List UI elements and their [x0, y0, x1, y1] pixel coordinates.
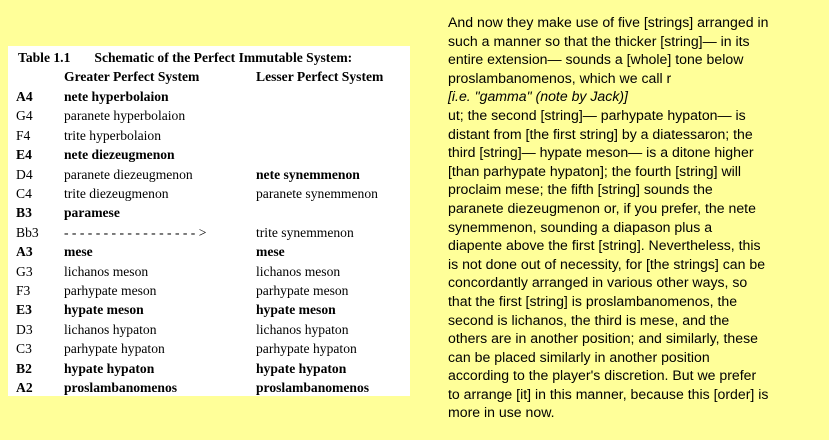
- cell-greater: lichanos meson: [64, 263, 149, 279]
- cell-greater: trite hyperbolaion: [64, 127, 162, 143]
- table-row: [8, 89, 410, 108]
- text-line: to arrange [it] in this manner, because this [order] is: [448, 385, 769, 402]
- table-row: [8, 147, 410, 166]
- lesser-system-header: Lesser Perfect System: [256, 69, 384, 84]
- cell-note: F4: [16, 127, 31, 143]
- cell-greater: proslambanomenos: [64, 380, 178, 395]
- table-caption: Schematic of the Perfect Immutable System:: [94, 50, 353, 65]
- cell-lesser: hypate meson: [256, 302, 336, 318]
- text-line: [than parhypate hypaton]; the fourth [string] will: [448, 162, 742, 179]
- table-row: [8, 225, 410, 244]
- cell-lesser: lichanos hypaton: [256, 321, 349, 337]
- cell-note: D4: [16, 166, 33, 182]
- translation-text: [448, 13, 820, 422]
- cell-note: B2: [16, 360, 32, 376]
- cell-lesser: paranete synemmenon: [256, 186, 378, 201]
- cell-greater: parhypate meson: [64, 283, 157, 298]
- text-line: that the first [string] is proslambanomenos, the: [448, 292, 738, 309]
- table-row: [8, 205, 410, 224]
- table-row: [8, 283, 410, 302]
- text-line: is not done out of necessity, for [the strings] can be: [448, 255, 766, 272]
- cell-greater: paranete hyperbolaion: [64, 108, 186, 124]
- cell-lesser: lichanos meson: [256, 263, 341, 279]
- cell-lesser: hypate hypaton: [256, 360, 347, 376]
- cell-note: C3: [16, 341, 32, 357]
- cell-note: D3: [16, 321, 33, 337]
- cell-note: E3: [16, 302, 32, 318]
- cell-lesser: proslambanomenos: [256, 380, 370, 395]
- text-line: others are in another position; and similarly, these: [448, 330, 758, 347]
- cell-greater: - - - - - - - - - - - - - - - - - >: [64, 224, 207, 240]
- text-line: distant from [the first string] by a diatessaron; the: [448, 125, 753, 142]
- text-line: synemmenon, sounding a diapason plus a: [448, 218, 713, 235]
- text-line: [i.e. "gamma" (note by Jack)]: [448, 88, 628, 105]
- table-label: Table 1.1: [18, 50, 71, 65]
- table-row: [8, 341, 410, 360]
- cell-lesser: nete synemmenon: [256, 166, 360, 182]
- cell-note: C4: [16, 186, 32, 201]
- cell-lesser: mese: [256, 244, 285, 260]
- cell-greater: paranete diezeugmenon: [64, 166, 193, 182]
- cell-greater: lichanos hypaton: [64, 321, 157, 337]
- text-line: ut; the second [string]— parhypate hypaton— is: [448, 106, 746, 123]
- cell-greater: trite diezeugmenon: [64, 186, 169, 201]
- text-line: such a manner so that the thicker [string]— in its: [448, 32, 750, 49]
- text-line: paranete diezeugmenon or, if you prefer, the nete: [448, 199, 756, 216]
- cell-note: E4: [16, 147, 32, 163]
- text-line: second is lichanos, the third is mese, and the: [448, 311, 730, 328]
- text-line: proclaim mese; the fifth [string] sounds the: [448, 181, 713, 198]
- text-line: diapente above the first [string]. Nevertheless, this: [448, 237, 761, 254]
- cell-note: G4: [16, 108, 33, 124]
- cell-greater: nete hyperbolaion: [64, 89, 169, 104]
- greater-system-header: Greater Perfect System: [64, 69, 200, 84]
- table-row: [8, 128, 410, 147]
- table-row: [8, 264, 410, 283]
- cell-greater: hypate hypaton: [64, 360, 155, 376]
- cell-note: Bb3: [16, 224, 39, 240]
- table-row: [8, 322, 410, 341]
- cell-lesser: parhypate hypaton: [256, 341, 357, 357]
- cell-greater: parhypate hypaton: [64, 341, 165, 357]
- cell-note: A3: [16, 244, 33, 260]
- table-row: [8, 302, 410, 321]
- text-line: more in use now.: [448, 404, 555, 421]
- cell-lesser: trite synemmenon: [256, 224, 354, 240]
- text-line: proslambanomenos, which we call r: [448, 69, 672, 86]
- table-row: [8, 108, 410, 127]
- table-row: [8, 186, 410, 205]
- cell-note: F3: [16, 283, 31, 298]
- cell-lesser: parhypate meson: [256, 283, 349, 298]
- cell-greater: nete diezeugmenon: [64, 147, 175, 163]
- text-line: And now they make use of five [strings] arranged in: [448, 14, 769, 30]
- text-line: can be placed similarly in another position: [448, 348, 710, 365]
- cell-greater: mese: [64, 244, 93, 260]
- cell-greater: hypate meson: [64, 302, 144, 318]
- cell-note: G3: [16, 263, 33, 279]
- cell-greater: paramese: [64, 205, 120, 221]
- cell-note: B3: [16, 205, 32, 221]
- text-line: according to the player's discretion. But we prefer: [448, 367, 757, 384]
- table-row: [8, 380, 410, 399]
- text-line: concordantly arranged in various other ways, so: [448, 274, 748, 291]
- text-line: entire extension— sounds a [whole] tone below: [448, 51, 744, 68]
- table-title: [18, 50, 352, 66]
- cell-note: A2: [16, 380, 33, 395]
- table-row: [8, 361, 410, 380]
- text-line: third [string]— hypate meson— is a ditone higher: [448, 144, 754, 161]
- table-row: [8, 244, 410, 263]
- table-row: [8, 167, 410, 186]
- cell-note: A4: [16, 89, 33, 104]
- perfect-system-table: [8, 46, 410, 396]
